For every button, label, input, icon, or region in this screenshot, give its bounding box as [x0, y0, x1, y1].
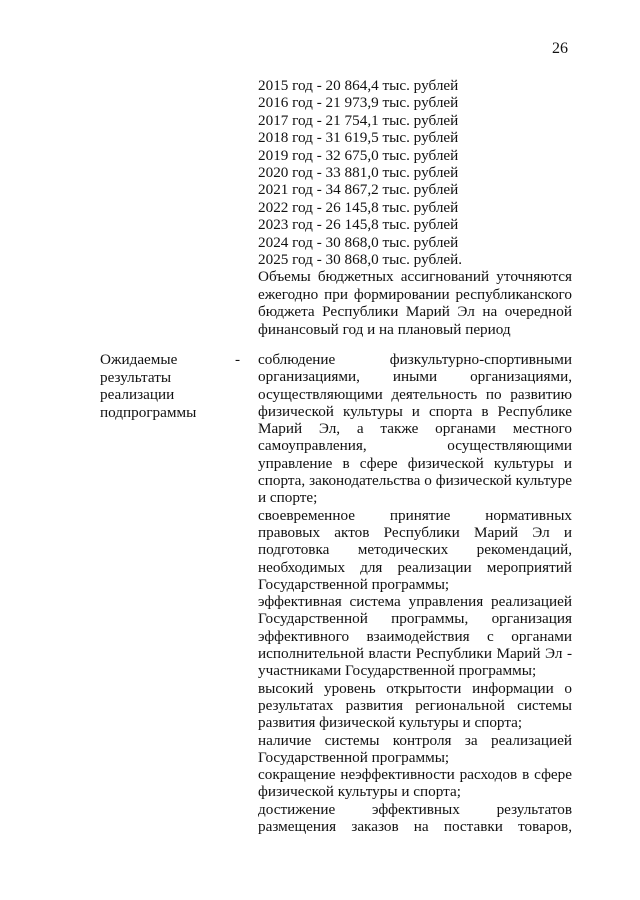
funding-year-line: 2024 год - 30 868,0 тыс. рублей — [258, 233, 459, 251]
funding-year-line: 2020 год - 33 881,0 тыс. рублей — [258, 164, 459, 182]
funding-year-line: 2021 год - 34 867,2 тыс. рублей — [258, 181, 459, 199]
expected-result-item: достижение эффективных результатов размещения заказов на поставки товаров, — [258, 800, 572, 836]
results-section-label: Ожидаемые результаты реализации подпрограммы — [100, 351, 197, 421]
expected-result-item: своевременное принятие нормативных правовых актов Республики Марий Эл и подготовка методических рекомендаций, необходимых для реализации мероприятий Государственной программы; — [258, 506, 572, 593]
expected-result-item: наличие системы контроля за реализацией Государственной программы; — [258, 731, 572, 766]
expected-result-item: эффективная система управления реализацией Государственной программы, организация эффективного взаимодействия с органами исполнительной власти Республики Марий Эл - участниками Государственной программы; — [258, 593, 572, 680]
expected-result-item: соблюдение физкультурно-спортивными организациями, иными организациями, осуществляющими деятельность по развитию физической культуры и спорта в Республике Марий Эл, а также органами местного самоуправления, осуществляющими управление в сфере физической культуры и спорта, законодательства о физической культуре и спорте; — [258, 351, 572, 507]
page-number: 26 — [552, 40, 568, 57]
expected-result-item: сокращение неэффективности расходов в сфере физической культуры и спорта; — [258, 766, 572, 801]
funding-notice: Объемы бюджетных ассигнований уточняются ежегодно при формировании республиканского бюджета Республики Марий Эл на очередной финансовый год и на плановый период — [258, 268, 572, 338]
funding-year-line: 2017 год - 21 754,1 тыс. рублей — [258, 111, 459, 129]
expected-results-list — [258, 351, 572, 835]
expected-result-item: высокий уровень открытости информации о результатах развития региональной системы развития физической культуры и спорта; — [258, 679, 572, 732]
funding-year-line: 2023 год - 26 145,8 тыс. рублей — [258, 216, 459, 234]
funding-year-line: 2015 год - 20 864,4 тыс. рублей — [258, 77, 459, 94]
funding-year-line: 2022 год - 26 145,8 тыс. рублей — [258, 198, 459, 216]
results-dash: - — [235, 351, 241, 368]
funding-by-year — [258, 77, 572, 338]
funding-year-line: 2019 год - 32 675,0 тыс. рублей — [258, 146, 459, 164]
funding-year-line: 2025 год - 30 868,0 тыс. рублей. — [258, 251, 463, 269]
funding-year-line: 2018 год - 31 619,5 тыс. рублей — [258, 129, 459, 147]
funding-year-line: 2016 год - 21 973,9 тыс. рублей — [258, 94, 459, 112]
